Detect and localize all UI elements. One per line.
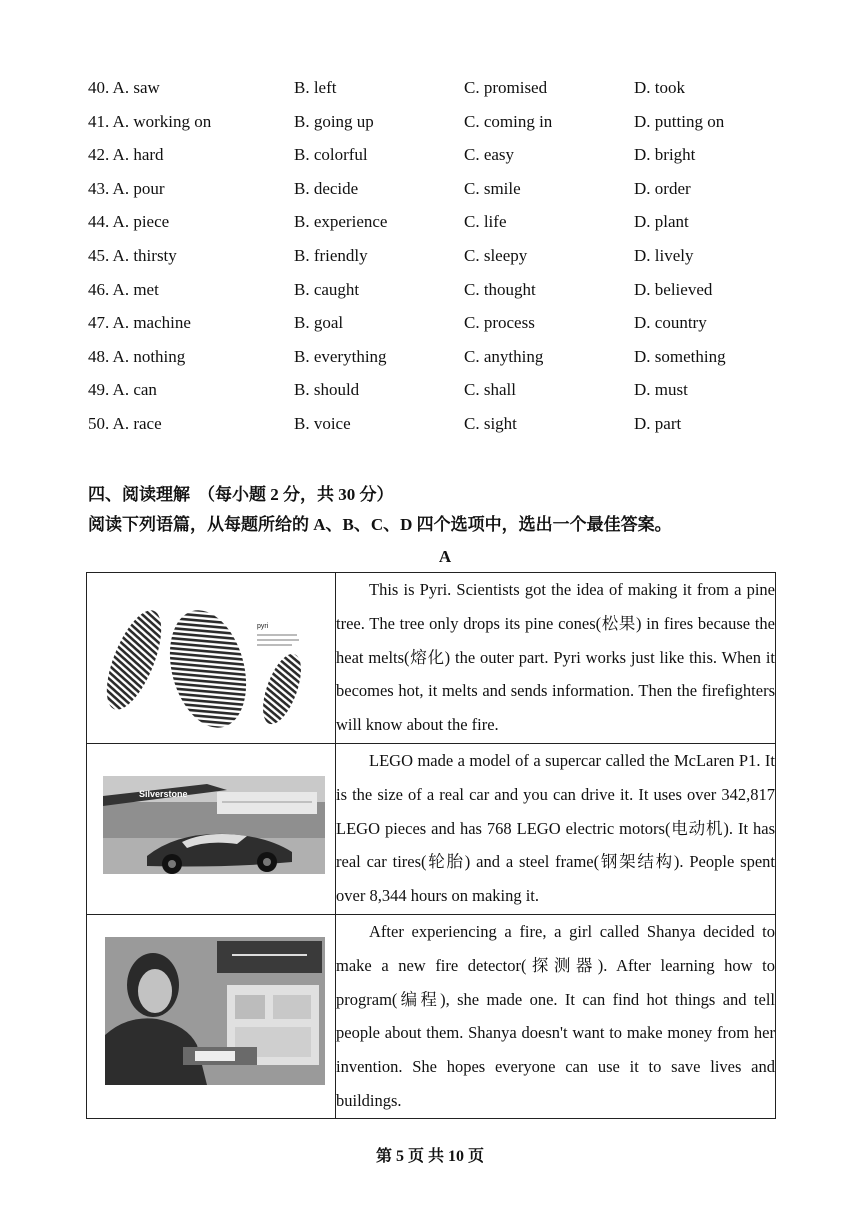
reading-table xyxy=(86,572,776,1119)
option-c: C. coming in xyxy=(464,111,553,131)
image-cell xyxy=(87,915,336,1119)
option-a: 46. A. met xyxy=(88,279,159,299)
option-d: D. lively xyxy=(634,245,694,265)
option-b: B. decide xyxy=(294,178,359,198)
option-b: B. everything xyxy=(294,346,387,366)
option-a: 47. A. machine xyxy=(88,313,191,333)
option-row xyxy=(88,412,768,446)
supercar-image xyxy=(87,744,335,914)
option-a: 43. A. pour xyxy=(88,178,165,198)
option-a: 40. A. saw xyxy=(88,78,160,97)
table-row xyxy=(87,915,776,1119)
option-b: B. voice xyxy=(294,413,351,433)
option-d: D. putting on xyxy=(634,111,725,131)
shanya-image xyxy=(87,915,335,1117)
option-d: D. bright xyxy=(634,145,696,165)
option-d: D. order xyxy=(634,178,691,198)
page-footer: 第 5 页 共 10 页 xyxy=(375,1148,484,1165)
option-row xyxy=(88,143,768,177)
option-row xyxy=(88,177,768,211)
option-c: C. sight xyxy=(464,413,517,433)
passage-text: LEGO made a model of a supercar called the McLaren P1. It is the size of a real car and you can drive it. It uses over 342,817 LEGO pieces and has 768 LEGO electric motors(电动机). It has real car tires(轮胎) and a steel frame(钢架结构). People spent over 8,344 hours on making it. xyxy=(336,751,775,906)
passage-text: After experiencing a fire, a girl called Shanya decided to make a new fire detector(探测器). After learning how to program(编程), she made one. It can find hot things and tell people about them. Shanya doesn't want to make money from her invention. She hopes everyone can use it to save lives and buildings. xyxy=(336,922,775,1110)
option-b: B. experience xyxy=(294,212,388,232)
option-row xyxy=(88,311,768,345)
option-b: B. colorful xyxy=(294,145,368,165)
option-d: D. part xyxy=(634,413,682,433)
option-row xyxy=(88,210,768,244)
option-c: C. life xyxy=(464,212,507,232)
pyri-image-label: pyri xyxy=(257,623,269,630)
option-b: B. friendly xyxy=(294,245,368,265)
option-row xyxy=(88,345,768,379)
cloze-options xyxy=(88,76,768,446)
image-cell xyxy=(87,744,336,915)
option-a: 50. A. race xyxy=(88,413,162,433)
option-d: D. something xyxy=(634,346,726,366)
section-score: （每小题 2 分，共 30 分） xyxy=(198,485,394,504)
option-row xyxy=(88,278,768,312)
option-c: C. anything xyxy=(464,346,544,366)
table-row xyxy=(87,744,776,915)
option-d: D. plant xyxy=(634,212,689,232)
option-b: B. should xyxy=(294,380,360,400)
option-d: D. country xyxy=(634,313,707,333)
section-heading xyxy=(88,480,394,505)
option-row xyxy=(88,110,768,144)
option-c: C. shall xyxy=(464,380,516,400)
option-d: D. took xyxy=(634,78,685,97)
pyri-image xyxy=(87,573,335,743)
option-row xyxy=(88,378,768,412)
option-a: 45. A. thirsty xyxy=(88,245,177,265)
option-d: D. believed xyxy=(634,279,713,299)
section-title: 四、阅读理解 xyxy=(88,485,190,504)
option-b: B. goal xyxy=(294,313,344,333)
option-row xyxy=(88,76,768,110)
passage-text: This is Pyri. Scientists got the idea of making it from a pine tree. The tree only drops its pine cones(松果) in fires because the heat melts(熔化) the outer part. Pyri works just like this. When it becomes hot, it melts and sends information. Then the firefighters will know about the fire. xyxy=(336,580,775,735)
option-b: B. left xyxy=(294,78,337,97)
option-c: C. smile xyxy=(464,178,521,198)
option-c: C. promised xyxy=(464,78,548,97)
option-a: 48. A. nothing xyxy=(88,346,186,366)
option-a: 49. A. can xyxy=(88,380,157,400)
option-a: 42. A. hard xyxy=(88,145,164,165)
section-instruction: 阅读下列语篇，从每题所给的 A、B、C、D 四个选项中，选出一个最佳答案。 xyxy=(88,515,672,534)
passage-text-cell xyxy=(336,915,776,1119)
option-d: D. must xyxy=(634,380,688,400)
option-c: C. sleepy xyxy=(464,245,528,265)
passage-letter: A xyxy=(438,547,452,566)
option-b: B. going up xyxy=(294,111,374,131)
passage-text-cell xyxy=(336,744,776,915)
option-b: B. caught xyxy=(294,279,360,299)
option-c: C. thought xyxy=(464,279,536,299)
option-c: C. process xyxy=(464,313,535,333)
option-a: 44. A. piece xyxy=(88,212,170,232)
option-c: C. easy xyxy=(464,145,515,165)
passage-text-cell xyxy=(336,573,776,744)
silverstone-sign: Silverstone xyxy=(139,789,188,799)
option-row xyxy=(88,244,768,278)
table-row xyxy=(87,573,776,744)
image-cell xyxy=(87,573,336,744)
option-a: 41. A. working on xyxy=(88,111,212,131)
